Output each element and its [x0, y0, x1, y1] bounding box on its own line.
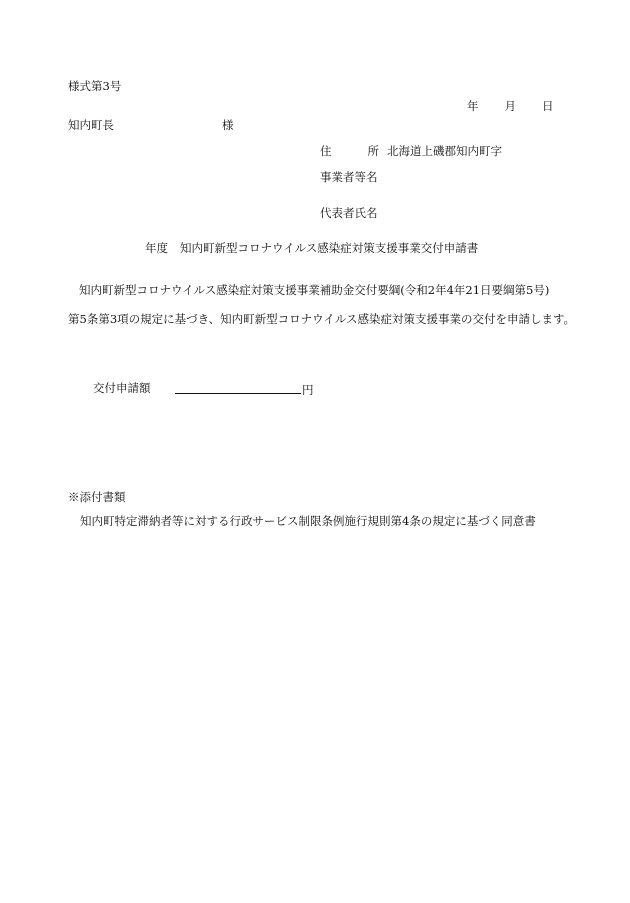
form-number: 様式第3号: [68, 79, 122, 93]
amount-underline: [175, 383, 301, 394]
amount-unit: 円: [302, 383, 314, 397]
address-label-1: 住: [320, 144, 332, 158]
representative-label: 代表者氏名: [320, 206, 378, 220]
attachments-heading: ※添付書類: [68, 490, 126, 504]
amount-field: [175, 383, 314, 397]
date-day-label: 日: [542, 99, 554, 113]
applicant-address: [320, 146, 502, 158]
amount-label: 交付申請額: [93, 381, 151, 395]
addressee-name: 知内町長: [68, 118, 114, 132]
body-line-2: 第5条第3項の規定に基づき、知内町新型コロナウイルス感染症対策支援事業の交付を申請します。: [68, 312, 576, 326]
fiscal-year-label: 年度: [145, 241, 168, 255]
business-name-label: 事業者等名: [320, 170, 378, 184]
attachment-item: 知内町特定滞納者等に対する行政サービス制限条例施行規則第4条の規定に基づく同意書: [80, 514, 536, 528]
date-month-label: 月: [504, 99, 516, 113]
document-title: [145, 243, 478, 255]
address-value: 北海道上磯郡知内町字: [387, 144, 502, 158]
body-line-1: 知内町新型コロナウイルス感染症対策支援事業補助金交付要綱(令和2年4年21日要綱第5号): [79, 283, 550, 297]
date-line: [467, 101, 554, 113]
date-year-label: 年: [467, 99, 479, 113]
address-label-2: 所: [367, 144, 379, 158]
addressee-honorific: 様: [222, 118, 234, 132]
title-text: 知内町新型コロナウイルス感染症対策支援事業交付申請書: [180, 241, 479, 255]
